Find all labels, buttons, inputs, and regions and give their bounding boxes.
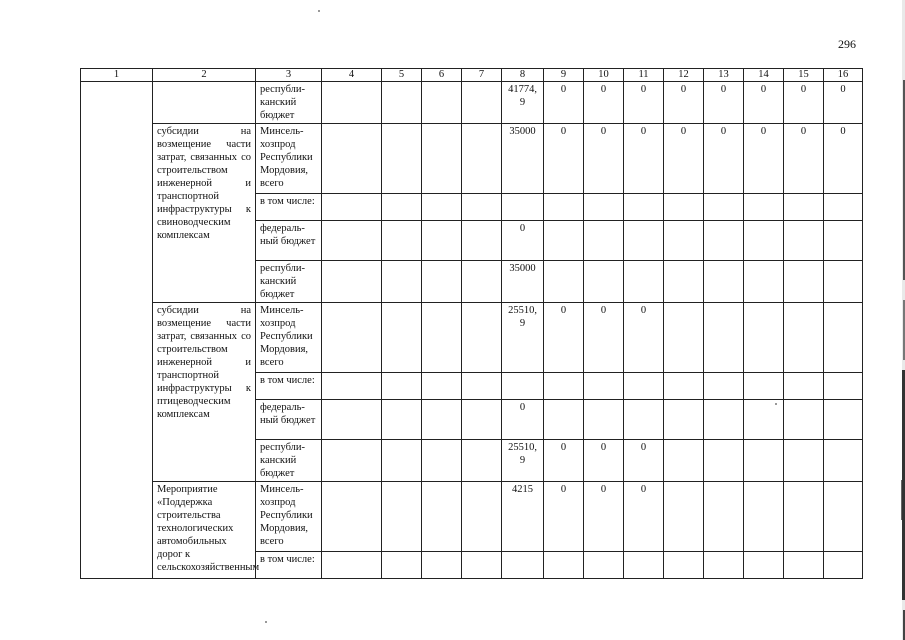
value-cell: 0 xyxy=(664,82,704,124)
value-cell: 0 xyxy=(704,82,744,124)
col3-cell: Минсель-хозпрод Республики Мордовия, всего xyxy=(256,124,322,194)
value-cell: 0 xyxy=(544,82,584,124)
header-cell: 10 xyxy=(584,69,624,82)
value-cell: 0 xyxy=(584,124,624,194)
value-cell: 0 xyxy=(624,482,664,552)
col8-cell xyxy=(502,552,544,579)
header-cell: 4 xyxy=(322,69,382,82)
col3-cell: федераль-ный бюджет xyxy=(256,221,322,261)
value-cell: 0 xyxy=(544,124,584,194)
value-cell: 0 xyxy=(584,303,624,373)
value-cell: 0 xyxy=(544,303,584,373)
value-cell: 0 xyxy=(544,440,584,482)
value-cell: 0 xyxy=(624,303,664,373)
header-cell: 11 xyxy=(624,69,664,82)
header-cell: 5 xyxy=(382,69,422,82)
table-row xyxy=(81,303,863,373)
header-cell: 16 xyxy=(824,69,863,82)
header-cell: 14 xyxy=(744,69,784,82)
col3-cell: республи-канский бюджет xyxy=(256,440,322,482)
scan-edge-decoration xyxy=(897,0,905,640)
col8-cell: 25510, 9 xyxy=(502,303,544,373)
value-cell: 0 xyxy=(824,124,863,194)
budget-table xyxy=(80,68,863,579)
col8-cell: 35000 xyxy=(502,261,544,303)
scan-speck xyxy=(318,10,320,12)
table-row xyxy=(81,482,863,552)
value-cell: 0 xyxy=(824,82,863,124)
table-row xyxy=(81,82,863,124)
col8-cell: 0 xyxy=(502,221,544,261)
value-cell: 0 xyxy=(544,482,584,552)
value-cell: 0 xyxy=(624,440,664,482)
header-cell: 3 xyxy=(256,69,322,82)
col8-cell: 4215 xyxy=(502,482,544,552)
header-cell: 13 xyxy=(704,69,744,82)
header-cell: 12 xyxy=(664,69,704,82)
col8-cell: 41774, 9 xyxy=(502,82,544,124)
page-number: 296 xyxy=(838,37,856,51)
col8-cell: 25510, 9 xyxy=(502,440,544,482)
col3-cell: в том числе: xyxy=(256,194,322,221)
col2-cell xyxy=(153,82,256,124)
value-cell: 0 xyxy=(584,482,624,552)
col8-cell xyxy=(502,373,544,400)
col1-cell xyxy=(81,82,153,579)
value-cell: 0 xyxy=(584,440,624,482)
col3-cell: республи-канский бюджет xyxy=(256,82,322,124)
value-cell: 0 xyxy=(584,82,624,124)
col3-cell: Минсель-хозпрод Республики Мордовия, всего xyxy=(256,303,322,373)
header-cell: 15 xyxy=(784,69,824,82)
header-cell: 9 xyxy=(544,69,584,82)
header-cell: 1 xyxy=(81,69,153,82)
col8-cell: 0 xyxy=(502,400,544,440)
table-row xyxy=(81,124,863,194)
col8-cell: 35000 xyxy=(502,124,544,194)
col2-cell: субсидии на возмещение части затрат, связанных со строительством инженерной и транспортной инфраструктуры к птицеводческим комплексам xyxy=(153,303,256,482)
scan-speck xyxy=(775,403,777,405)
col3-cell: в том числе: xyxy=(256,373,322,400)
col8-cell xyxy=(502,194,544,221)
header-cell: 7 xyxy=(462,69,502,82)
value-cell: 0 xyxy=(784,124,824,194)
col3-cell: в том числе: xyxy=(256,552,322,579)
col3-cell: Минсель-хозпрод Республики Мордовия, всего xyxy=(256,482,322,552)
value-cell: 0 xyxy=(784,82,824,124)
header-cell: 6 xyxy=(422,69,462,82)
value-cell: 0 xyxy=(624,124,664,194)
col3-cell: федераль-ный бюджет xyxy=(256,400,322,440)
value-cell: 0 xyxy=(664,124,704,194)
header-cell: 2 xyxy=(153,69,256,82)
col2-cell: Мероприятие «Поддержка строительства технологических автомобильных дорог к сельскохозяйственным xyxy=(153,482,256,579)
value-cell: 0 xyxy=(624,82,664,124)
col3-cell: республи-канский бюджет xyxy=(256,261,322,303)
header-row xyxy=(81,69,863,82)
header-cell: 8 xyxy=(502,69,544,82)
value-cell: 0 xyxy=(744,82,784,124)
value-cell: 0 xyxy=(744,124,784,194)
col2-cell: субсидии на возмещение части затрат, связанных со строительством инженерной и транспортной инфраструктуры к свиноводческим комплексам xyxy=(153,124,256,303)
value-cell: 0 xyxy=(704,124,744,194)
scan-speck xyxy=(265,621,267,623)
